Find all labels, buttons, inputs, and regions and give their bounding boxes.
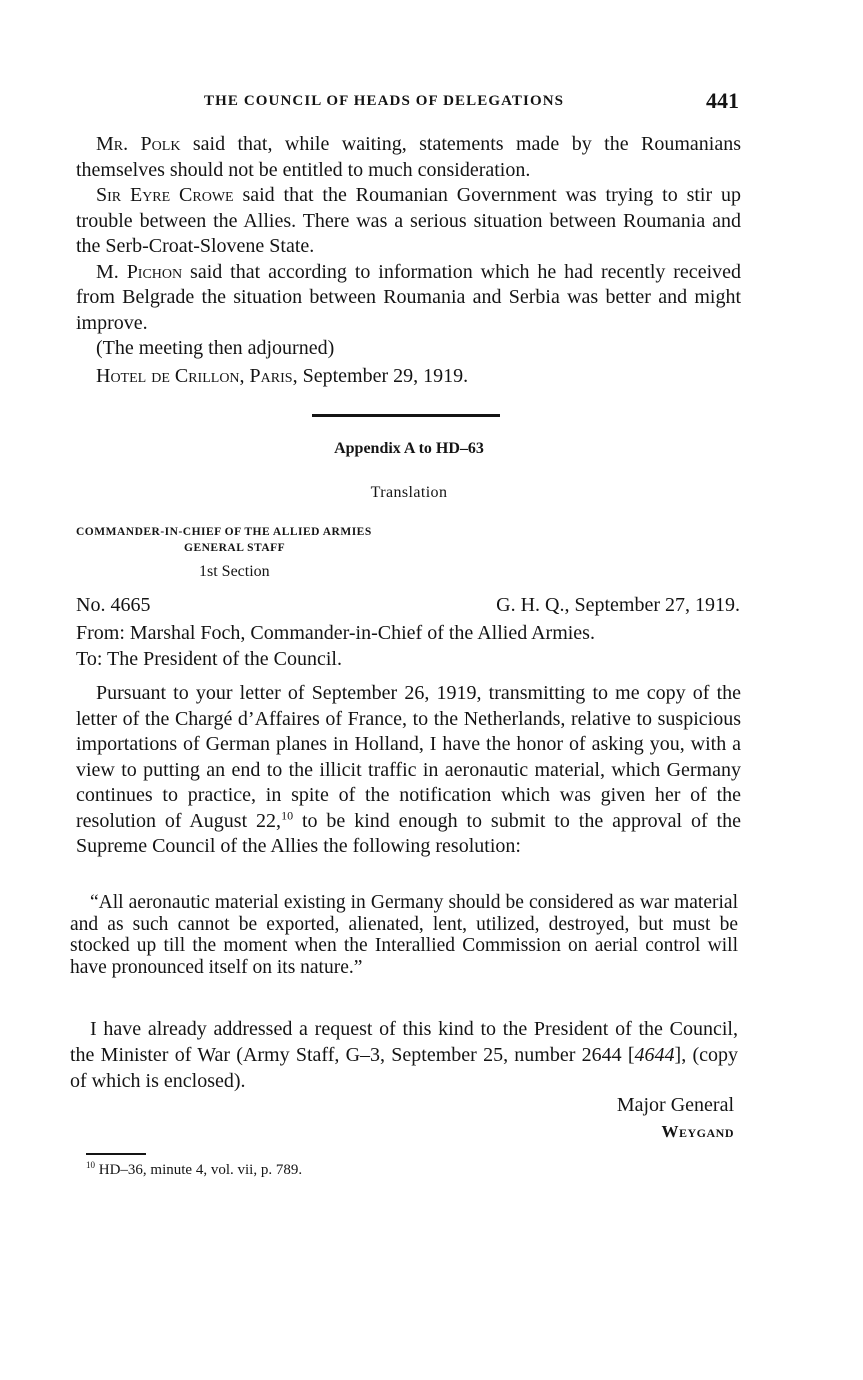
- resolution-quote: “All aeronautic material existing in Germany should be considered as war material and as such cannot be exported, alienated, lent, utilized, destroyed, but must be stocked up till the moment when the Interallied Commission on aerial control will have pronounced itself on its nature.”: [70, 892, 738, 978]
- letterhead-section: 1st Section: [199, 563, 270, 580]
- footnote-reference: 10: [281, 807, 294, 822]
- place-sep: ,: [239, 364, 250, 387]
- letterhead-general-staff: GENERAL STAFF: [184, 542, 286, 554]
- letter-body: [76, 681, 741, 860]
- to-line: To: The President of the Council.: [76, 648, 342, 670]
- signature-name: Weygand: [661, 1122, 734, 1141]
- adjourned-note: (The meeting then adjourned): [96, 337, 335, 359]
- section-divider: [312, 414, 500, 417]
- speaker-polk: Mr. Polk: [96, 133, 181, 155]
- closing-paragraph: [70, 1016, 738, 1094]
- letter-number: No. 4665: [76, 594, 151, 616]
- footnote-text: HD–36, minute 4, vol. vii, p. 789.: [95, 1162, 303, 1178]
- closing-correction: 4644: [634, 1044, 675, 1066]
- speaker-crowe: Sir Eyre Crowe: [96, 184, 234, 206]
- place-city: Paris: [249, 364, 293, 387]
- signature-rank: Major General: [616, 1094, 734, 1116]
- letterhead-command: COMMANDER-IN-CHIEF OF THE ALLIED ARMIES: [76, 526, 372, 538]
- footnote: [86, 1162, 302, 1179]
- crowe-statement: said that the Roumanian Government was trying to stir up trouble between the Allies. There was a serious situation between Roumania and the Serb-Croat-Slovene State.: [76, 184, 741, 257]
- paragraph-polk: [76, 132, 741, 183]
- running-head-title: THE COUNCIL OF HEADS OF DELEGATIONS: [204, 93, 565, 109]
- closing-part2: ], (copy of which is enclosed).: [70, 1044, 738, 1092]
- footnote-marker: 10: [86, 1160, 95, 1170]
- paragraph-crowe: [76, 183, 741, 260]
- running-head: [0, 88, 863, 118]
- speaker-pichon: M. Pichon: [96, 260, 183, 283]
- letter-paragraph: [76, 681, 741, 860]
- footnote-divider: [86, 1153, 146, 1155]
- letter-date: G. H. Q., September 27, 1919.: [496, 594, 740, 616]
- polk-statement: said that, while waiting, statements made by the Roumanians themselves should not be entitled to much consideration.: [76, 133, 741, 181]
- translation-label: Translation: [370, 484, 448, 501]
- pichon-statement: said that according to information which he had recently received from Belgrade the situation between Roumania and Serbia was better and might improve.: [76, 260, 741, 334]
- letter-text-part1: Pursuant to your letter of September 26, 1919, transmitting to me copy of the letter of the Chargé d’Affaires of France, to the Netherlands, relative to suspicious importations of German planes in Holland, I have the honor of asking you, with a view to putting an end to the illicit traffic in aeronautic material, which Germany continues to practice, in spite of the notification which was given her of the resolution of August 22,: [76, 682, 741, 832]
- place-hotel: Hotel de Crillon: [96, 364, 240, 387]
- closing-part1: I have already addressed a request of this kind to the President of the Council, the Minister of War (Army Staff, G–3, September 25, number 2644 [: [70, 1018, 738, 1066]
- place-date: , September 29, 1919.: [292, 364, 469, 387]
- paragraph-pichon: [76, 260, 741, 337]
- page-number: 441: [706, 88, 739, 113]
- place-date-line: [76, 364, 741, 390]
- minutes-section: [76, 132, 741, 389]
- from-line: From: Marshal Foch, Commander-in-Chief of the Allied Armies.: [76, 622, 595, 644]
- appendix-title: Appendix A to HD–63: [334, 440, 484, 457]
- letter-text-part2: to be kind enough to submit to the approval of the Supreme Council of the Allies the following resolution:: [76, 809, 741, 857]
